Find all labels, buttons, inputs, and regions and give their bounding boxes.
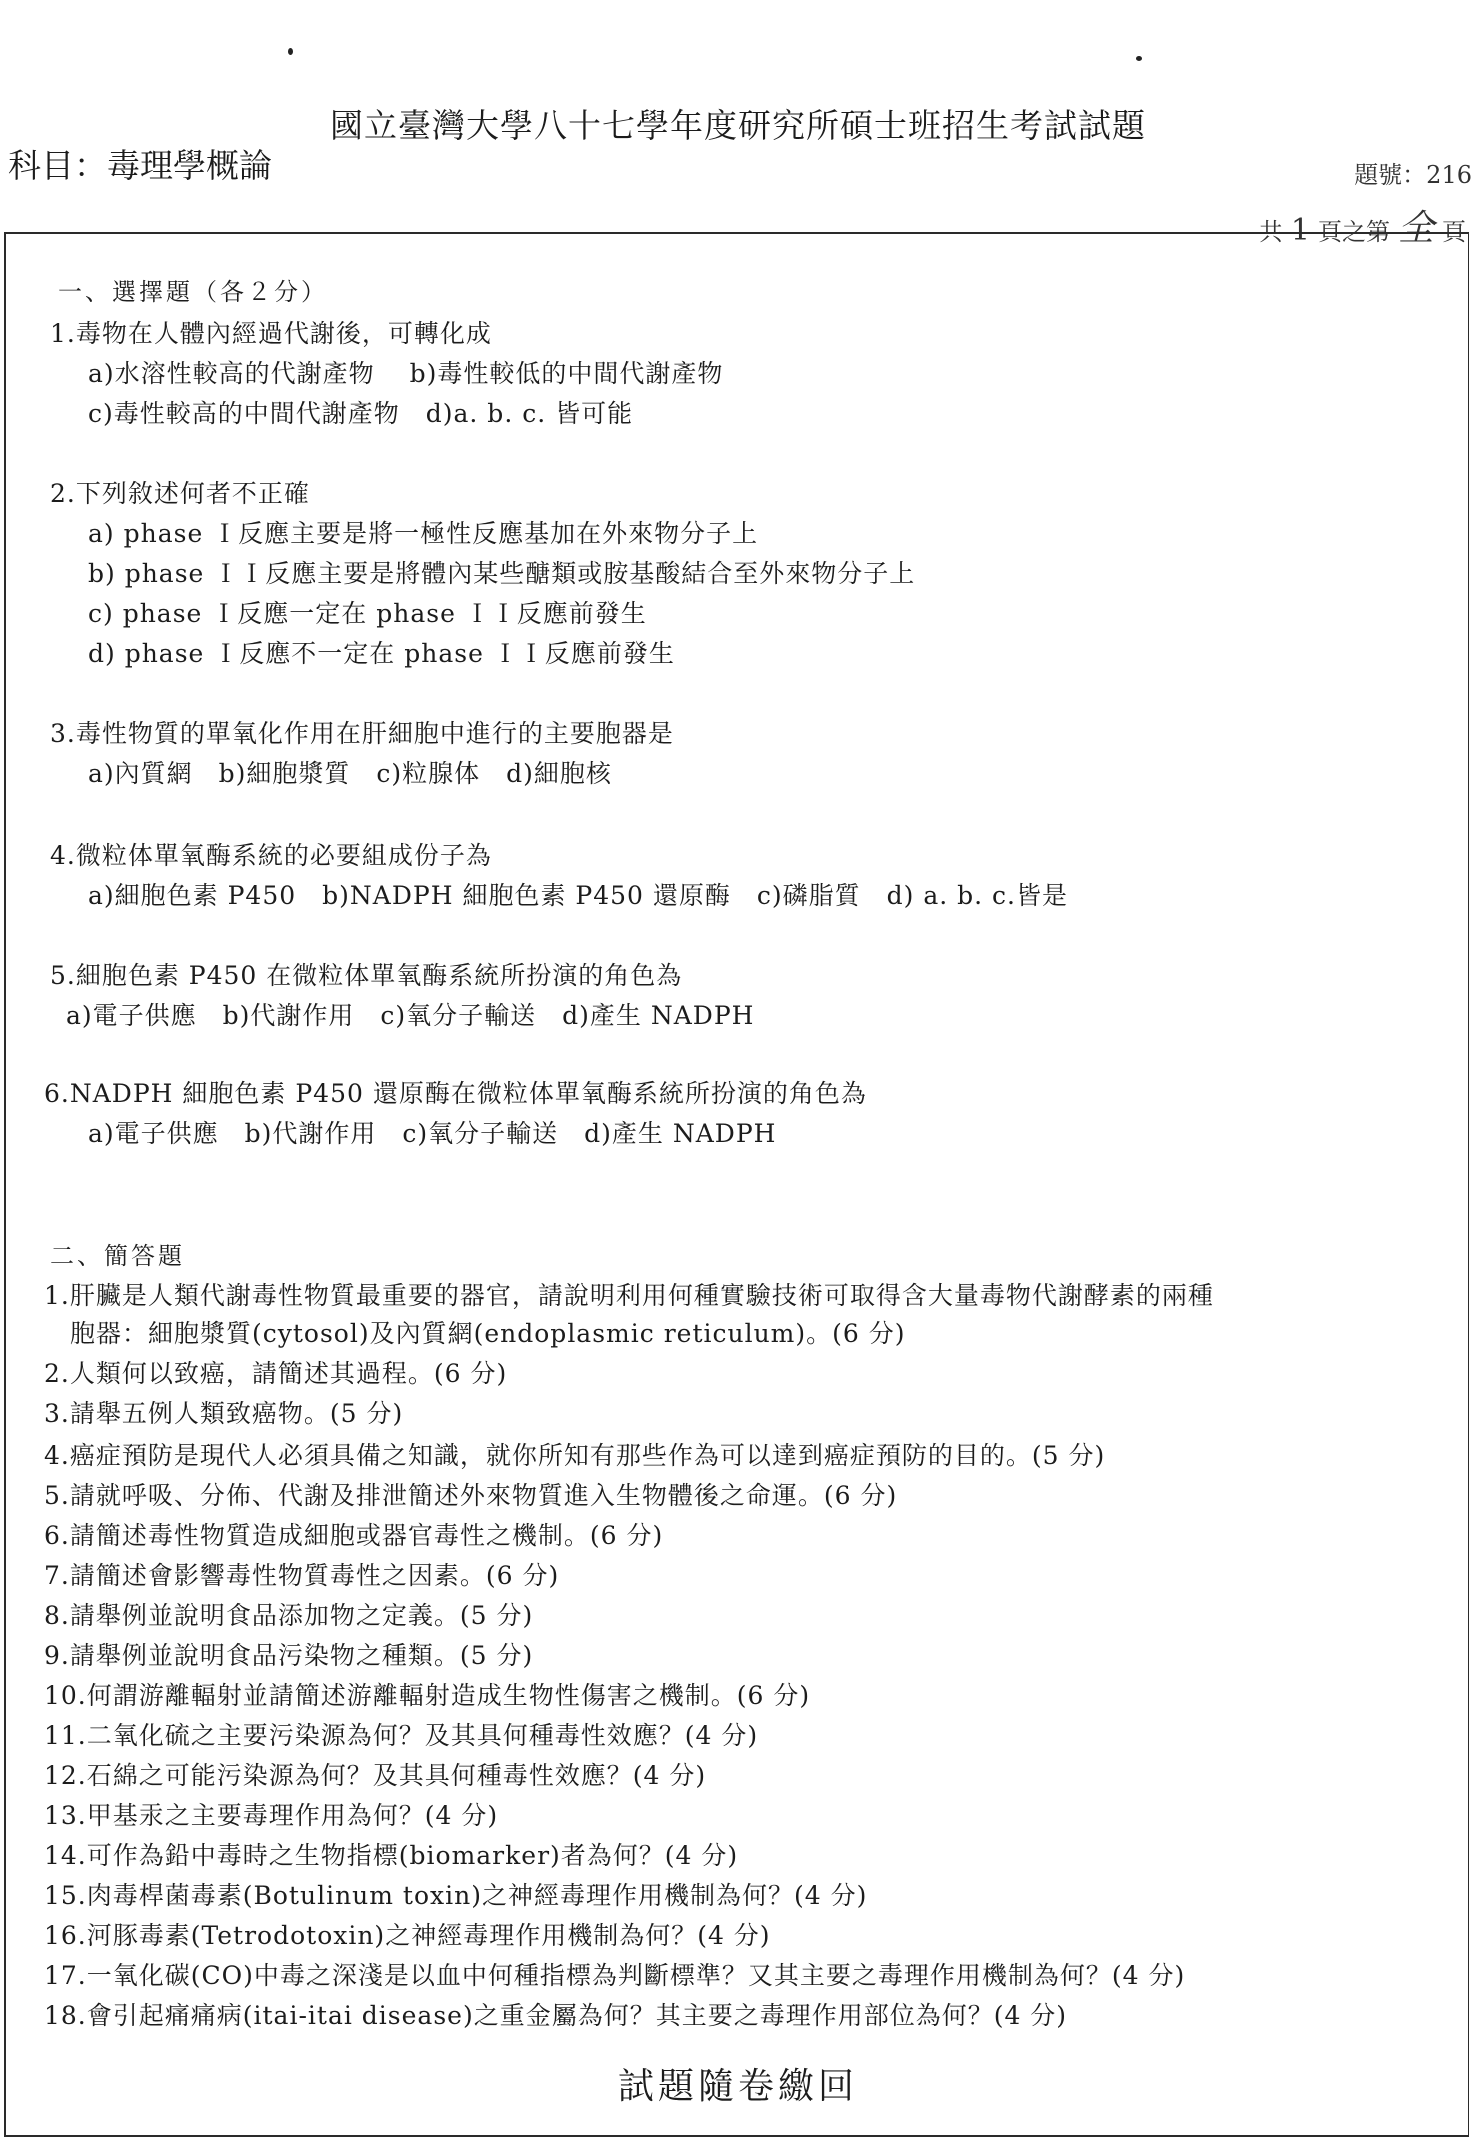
question-option: a)內質網 b)細胞漿質 c)粒腺体 d)細胞核 (88, 759, 612, 788)
pages-current: 全 (1397, 208, 1434, 249)
question-number: 題號：216 (1354, 161, 1472, 189)
short-answer-line: 3.請舉五例人類致癌物。(5 分) (44, 1399, 404, 1428)
short-answer-line: 6.請簡述毒性物質造成細胞或器官毒性之機制。(6 分) (44, 1521, 664, 1550)
question-stem: 4.微粒体單氧酶系統的必要組成份子為 (50, 841, 492, 870)
short-answer-line: 15.肉毒桿菌毒素(Botulinum toxin)之神經毒理作用機制為何？(4 分) (44, 1881, 868, 1910)
short-answer-line: 8.請舉例並說明食品添加物之定義。(5 分) (44, 1601, 534, 1630)
question-option: a)電子供應 b)代謝作用 c)氧分子輸送 d)產生 NADPH (88, 1119, 777, 1148)
short-answer-line: 4.癌症預防是現代人必須具備之知識，就你所知有那些作為可以達到癌症預防的目的。(5 分) (44, 1441, 1106, 1470)
short-answer-line: 13.甲基汞之主要毒理作用為何？(4 分) (44, 1801, 499, 1830)
short-answer-line: 9.請舉例並說明食品污染物之種類。(5 分) (44, 1641, 534, 1670)
question-stem: 5.細胞色素 P450 在微粒体單氧酶系統所扮演的角色為 (50, 961, 683, 990)
question-option: a)水溶性較高的代謝產物 b)毒性較低的中間代謝產物 (88, 359, 724, 388)
short-answer-line: 11.二氧化硫之主要污染源為何？及其具何種毒性效應？(4 分) (44, 1721, 759, 1750)
question-stem: 2.下列敘述何者不正確 (50, 479, 310, 508)
scan-speck (288, 48, 293, 55)
short-answer-line: 10.何謂游離輻射並請簡述游離輻射造成生物性傷害之機制。(6 分) (44, 1681, 811, 1710)
pages-suffix: 頁 (1442, 218, 1466, 246)
pages-total: 1 (1290, 213, 1310, 248)
question-option: a)細胞色素 P450 b)NADPH 細胞色素 P450 還原酶 c)磷脂質 d) a. b. c.皆是 (88, 881, 1068, 910)
question-option: d) phase Ｉ反應不一定在 phase ＩＩ反應前發生 (88, 639, 675, 668)
subject-label: 科目：毒理學概論 (8, 146, 272, 185)
short-answer-line: 1.肝臟是人類代謝毒性物質最重要的器官，請說明利用何種實驗技術可取得含大量毒物代謝酵素的兩種 (44, 1281, 1214, 1310)
section-heading-short-answer: 二、簡答題 (50, 1242, 185, 1270)
short-answer-line: 16.河豚毒素(Tetrodotoxin)之神經毒理作用機制為何？(4 分) (44, 1921, 771, 1950)
section-heading-multiple-choice: 一、選擇題（各２分） (58, 278, 328, 306)
return-notice: 試題隨卷繳回 (617, 2066, 858, 2107)
exam-title: 國立臺灣大學八十七學年度研究所碩士班招生考試試題 (330, 106, 1146, 145)
short-answer-line: 12.石綿之可能污染源為何？及其具何種毒性效應？(4 分) (44, 1761, 707, 1790)
question-stem: 1.毒物在人體內經過代謝後，可轉化成 (50, 319, 492, 348)
short-answer-line: 5.請就呼吸、分佈、代謝及排泄簡述外來物質進入生物體後之命運。(6 分) (44, 1481, 898, 1510)
pages-prefix: 共 (1258, 218, 1283, 246)
short-answer-line: 7.請簡述會影響毒性物質毒性之因素。(6 分) (44, 1561, 560, 1590)
question-option: c)毒性較高的中間代謝產物 d)a. b. c. 皆可能 (88, 399, 634, 428)
short-answer-line: 18.會引起痛痛病(itai-itai disease)之重金屬為何？其主要之毒理作用部位為何？(4 分) (44, 2001, 1068, 2030)
short-answer-line: 14.可作為鉛中毒時之生物指標(biomarker)者為何？(4 分) (44, 1841, 739, 1870)
question-option: a) phase Ｉ反應主要是將一極性反應基加在外來物分子上 (88, 519, 759, 548)
question-option: b) phase ＩＩ反應主要是將體內某些醣類或胺基酸結合至外來物分子上 (88, 559, 916, 588)
question-option: c) phase Ｉ反應一定在 phase ＩＩ反應前發生 (88, 599, 647, 628)
scan-speck (1136, 56, 1142, 61)
short-answer-line: 17.一氧化碳(CO)中毒之深淺是以血中何種指標為判斷標準？又其主要之毒理作用機制為何？(4 分) (44, 1961, 1186, 1990)
pages-middle: 頁之第 (1317, 218, 1390, 246)
short-answer-line: 胞器：細胞漿質(cytosol)及內質網(endoplasmic reticulum)。(6 分) (44, 1319, 906, 1348)
question-stem: 6.NADPH 細胞色素 P450 還原酶在微粒体單氧酶系統所扮演的角色為 (44, 1079, 867, 1108)
question-stem: 3.毒性物質的單氧化作用在肝細胞中進行的主要胞器是 (50, 719, 674, 748)
question-option: a)電子供應 b)代謝作用 c)氧分子輸送 d)產生 NADPH (66, 1001, 755, 1030)
short-answer-line: 2.人類何以致癌，請簡述其過程。(6 分) (44, 1359, 508, 1388)
